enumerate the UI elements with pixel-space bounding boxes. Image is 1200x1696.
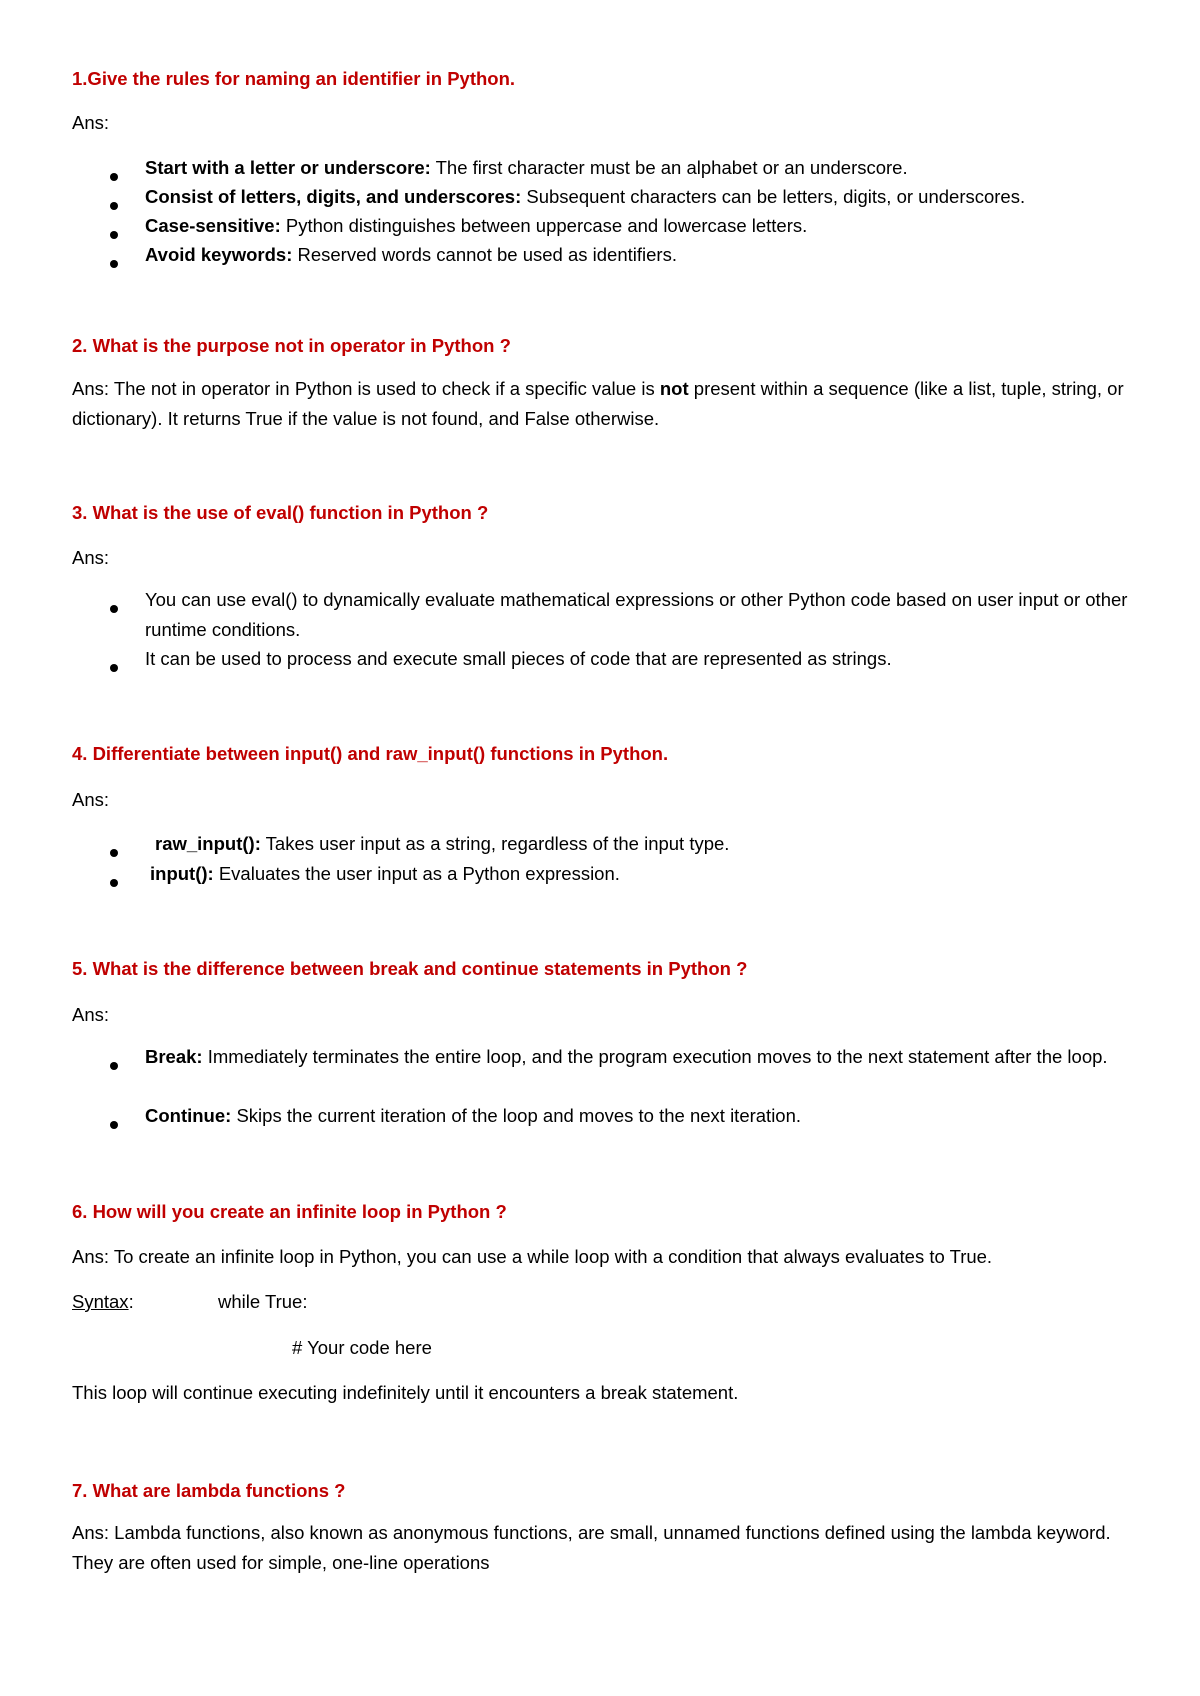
q3-bullet-1: You can use eval() to dynamically evaluate mathematical expressions or other Python code based on user input or other runtime conditions. (145, 589, 1128, 640)
question-1-title: 1.Give the rules for naming an identifier in Python. (72, 68, 516, 89)
answer-7-text: Ans: Lambda functions, also known as anonymous functions, are small, unnamed functions defined using the lambda keyword. They are often used for simple, one-line operations (72, 1522, 1111, 1573)
q5-bullet-1: Break: Immediately terminates the entire loop, and the program execution moves to the next statement after the loop. (145, 1046, 1108, 1067)
bullet-icon (110, 1121, 118, 1129)
q1-bullet-3: Case-sensitive: Python distinguishes between uppercase and lowercase letters. (145, 215, 808, 236)
question-2-title: 2. What is the purpose not in operator in Python ? (72, 335, 511, 356)
question-6-title: 6. How will you create an infinite loop in Python ? (72, 1201, 507, 1222)
question-7-title: 7. What are lambda functions ? (72, 1480, 346, 1501)
bullet-icon (110, 1062, 118, 1070)
question-3-title: 3. What is the use of eval() function in Python ? (72, 502, 489, 523)
bullet-icon (110, 879, 118, 887)
syntax-code-line-1: while True: (218, 1291, 308, 1312)
answer-6-note: This loop will continue executing indefinitely until it encounters a break statement. (72, 1382, 739, 1403)
answer-5-label: Ans: (72, 1004, 110, 1025)
q1-bullet-2: Consist of letters, digits, and underscores: Subsequent characters can be letters, digits, or underscores. (145, 186, 1026, 207)
answer-4-label: Ans: (72, 789, 110, 810)
bullet-icon (110, 605, 118, 613)
bullet-icon (110, 173, 118, 181)
q3-bullet-2: It can be used to process and execute small pieces of code that are represented as strings. (145, 648, 892, 669)
question-5-title: 5. What is the difference between break and continue statements in Python ? (72, 958, 748, 979)
q5-bullet-2: Continue: Skips the current iteration of the loop and moves to the next iteration. (145, 1105, 802, 1126)
q1-bullet-4: Avoid keywords: Reserved words cannot be used as identifiers. (145, 244, 677, 265)
syntax-code-line-2: # Your code here (292, 1337, 432, 1358)
bullet-icon (110, 849, 118, 857)
question-4-title: 4. Differentiate between input() and raw_input() functions in Python. (72, 743, 669, 764)
answer-6-text: Ans: To create an infinite loop in Python, you can use a while loop with a condition that always evaluates to True. (72, 1246, 993, 1267)
bullet-icon (110, 664, 118, 672)
q4-bullet-1: raw_input(): Takes user input as a string, regardless of the input type. (155, 833, 730, 854)
q4-bullet-2: input(): Evaluates the user input as a Python expression. (150, 863, 620, 884)
answer-2-text: Ans: The not in operator in Python is used to check if a specific value is not present within a sequence (like a list, tuple, string, or dictionary). It returns True if the value is not found, and False otherwise. (72, 378, 1124, 429)
syntax-label: Syntax: (72, 1291, 134, 1312)
bullet-icon (110, 231, 118, 239)
answer-1-label: Ans: (72, 112, 110, 133)
bullet-icon (110, 202, 118, 210)
answer-3-label: Ans: (72, 547, 110, 568)
q1-bullet-1: Start with a letter or underscore: The first character must be an alphabet or an underscore. (145, 157, 908, 178)
bullet-icon (110, 260, 118, 268)
